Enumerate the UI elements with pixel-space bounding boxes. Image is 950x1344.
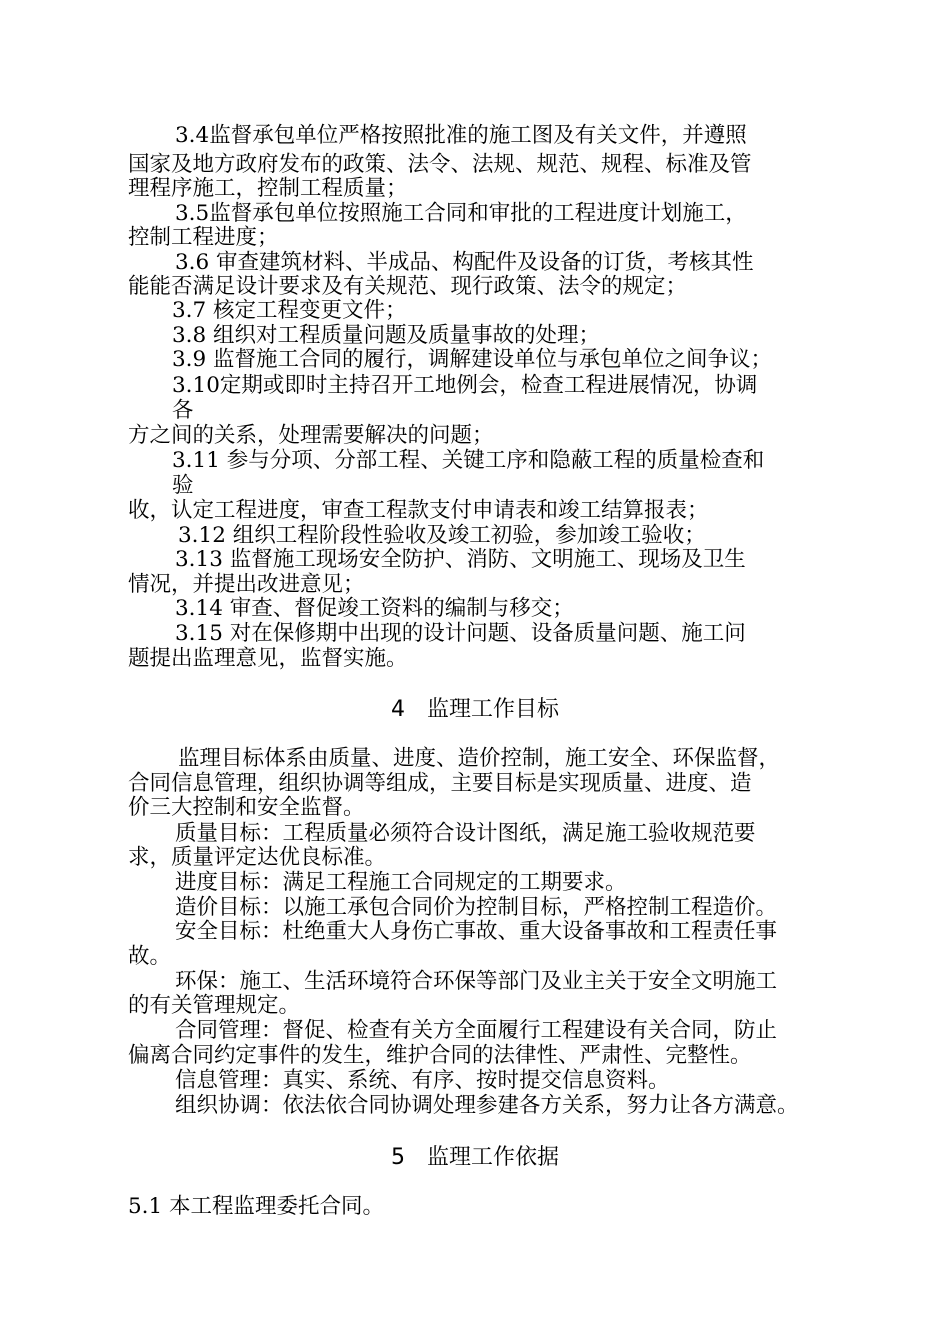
text-line: 合同管理：督促、检查有关方全面履行工程建设有关合同，防止 [175,1018,778,1043]
text-line: 题提出监理意见，监督实施。 [128,646,408,671]
text-line: 能能否满足设计要求及有关规范、现行政策、法令的规定； [128,274,688,299]
section-title: 监理工作依据 [426,1145,559,1170]
text-line: 进度目标：满足工程施工合同规定的工期要求。 [175,870,627,895]
text-line: 3.8 组织对工程质量问题及质量事故的处理； [172,323,601,348]
text-line: 各 [172,398,194,423]
text-line: 信息管理：真实、系统、有序、按时提交信息资料。 [175,1068,670,1093]
text-line: 价三大控制和安全监督。 [128,795,365,820]
text-line: 验 [172,473,194,498]
text-line: 方之间的关系，处理需要解决的问题； [128,423,494,448]
section-5-heading [0,1145,950,1171]
text-line: 3.6 审查建筑材料、半成品、构配件及设备的订货，考核其性 [175,250,754,275]
text-line: 安全目标：杜绝重大人身伤亡事故、重大设备事故和工程责任事 [175,919,778,944]
section-title: 监理工作目标 [426,697,559,722]
text-line: 收，认定工程进度，审查工程款支付申请表和竣工结算报表； [128,498,709,523]
text-line: 理程序施工，控制工程质量； [128,176,408,201]
text-line: 造价目标：以施工承包合同价为控制目标，严格控制工程造价。 [175,895,778,920]
text-line: 3.5监督承包单位按照施工合同和审批的工程进度计划施工， [175,201,747,226]
text-line: 5.1 本工程监理委托合同。 [128,1194,385,1219]
text-line: 情况，并提出改进意见； [128,572,365,597]
text-line: 求，质量评定达优良标准。 [128,845,387,870]
text-line: 质量目标：工程质量必须符合设计图纸，满足施工验收规范要 [175,821,756,846]
text-line: 3.7 核定工程变更文件； [172,298,407,323]
text-line: 国家及地方政府发布的政策、法令、法规、规范、规程、标准及管 [128,152,752,177]
text-line: 3.15 对在保修期中出现的设计问题、设备质量问题、施工问 [175,621,746,646]
text-line: 控制工程进度； [128,225,279,250]
text-line: 3.10定期或即时主持召开工地例会，检查工程进展情况，协调 [172,373,758,398]
text-line: 3.12 组织工程阶段性验收及竣工初验，参加竣工验收； [178,523,706,548]
section-4-heading [0,697,950,723]
text-line: 3.14 审查、督促竣工资料的编制与移交； [175,596,574,621]
text-line: 合同信息管理，组织协调等组成，主要目标是实现质量、进度、造 [128,771,752,796]
section-number: 4 [390,697,405,722]
text-line: 偏离合同约定事件的发生，维护合同的法律性、严肃性、完整性。 [128,1043,752,1068]
text-line: 监理目标体系由质量、进度、造价控制，施工安全、环保监督， [178,746,781,771]
text-line: 3.9 监督施工合同的履行，调解建设单位与承包单位之间争议； [172,347,773,372]
text-line: 环保：施工、生活环境符合环保等部门及业主关于安全文明施工 [175,969,778,994]
text-line: 故。 [128,944,172,969]
text-line: 的有关管理规定。 [128,993,301,1018]
text-line: 组织协调：依法依合同协调处理参建各方关系，努力让各方满意。 [175,1093,799,1118]
text-line: 3.4监督承包单位严格按照批准的施工图及有关文件，并遵照 [175,123,747,148]
text-line: 3.13 监督施工现场安全防护、消防、文明施工、现场及卫生 [175,547,746,572]
section-number: 5 [390,1145,405,1170]
text-line: 3.11 参与分项、分部工程、关键工序和隐蔽工程的质量检查和 [172,448,765,473]
